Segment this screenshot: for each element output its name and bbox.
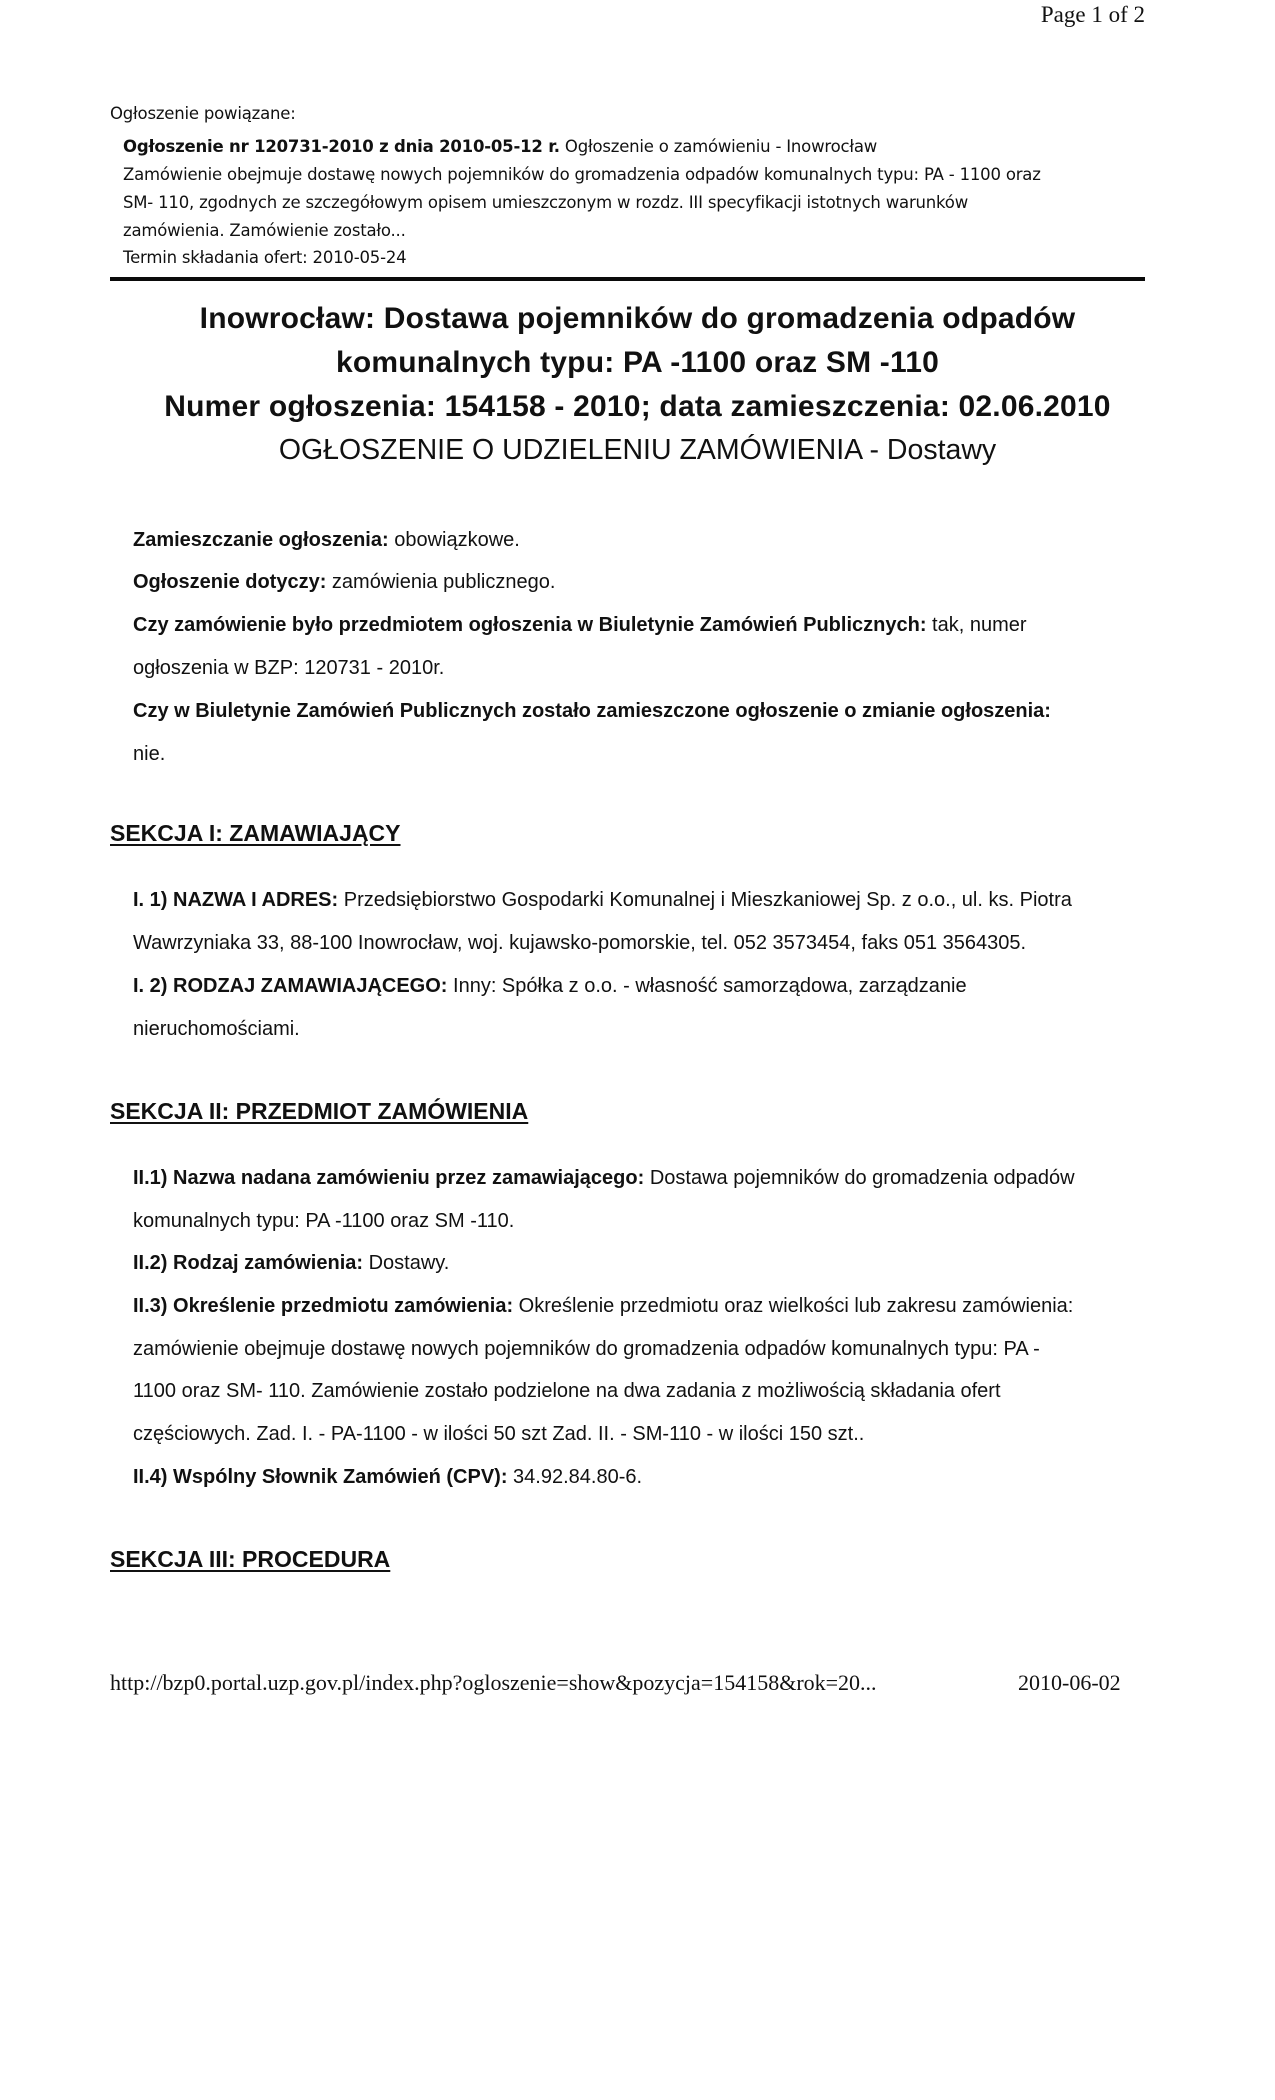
related-desc-line: zamówienia. Zamówienie zostało...: [123, 221, 406, 240]
notice-title-line2: komunalnych typu: PA -1100 oraz SM -110: [336, 346, 939, 379]
field-value: nieruchomościami.: [133, 1018, 300, 1040]
related-label: Ogłoszenie powiązane:: [110, 104, 296, 123]
field-label: Czy w Biuletynie Zamówień Publicznych zostało zamieszczone ogłoszenie o zmianie ogłoszenia:: [133, 700, 1051, 722]
field-value: 34.92.84.80-6.: [507, 1466, 643, 1488]
field-label: Czy zamówienie było przedmiotem ogłoszenia w Biuletynie Zamówień Publicznych:: [133, 614, 927, 636]
field-label: I. 2) RODZAJ ZAMAWIAJĄCEGO:: [133, 975, 448, 997]
field-contracting-type: [133, 975, 967, 998]
related-notice-number: Ogłoszenie nr 120731-2010 z dnia 2010-05-12 r.: [123, 137, 560, 156]
field-value: nie.: [133, 743, 166, 765]
field-contract-name: [133, 1167, 1075, 1190]
field-cpv: [133, 1466, 642, 1489]
horizontal-rule: [110, 277, 1145, 281]
field-label: Zamieszczanie ogłoszenia:: [133, 529, 389, 551]
section-heading: SEKCJA I: ZAMAWIAJĄCY: [110, 820, 401, 846]
related-desc-line: Zamówienie obejmuje dostawę nowych pojemników do gromadzenia odpadów komunalnych typu: PA - 1100 oraz: [123, 165, 1041, 184]
field-bzp: [133, 614, 1027, 637]
field-value: tak, numer: [926, 614, 1027, 636]
section-heading: SEKCJA III: PROCEDURA: [110, 1546, 391, 1572]
field-value: częściowych. Zad. I. - PA-1100 - w ilości 50 szt Zad. II. - SM-110 - w ilości 150 szt..: [133, 1423, 865, 1445]
related-deadline: Termin składania ofert: 2010-05-24: [123, 248, 407, 267]
field-name-address: [133, 889, 1072, 912]
field-value: zamówienie obejmuje dostawę nowych pojemników do gromadzenia odpadów komunalnych typu: PA -: [133, 1338, 1040, 1360]
field-contract-type: [133, 1252, 449, 1275]
field-label: II.4) Wspólny Słownik Zamówień (CPV):: [133, 1466, 508, 1488]
field-label: II.2) Rodzaj zamówienia:: [133, 1252, 364, 1274]
related-desc-line: SM- 110, zgodnych ze szczegółowym opisem umieszczonym w rozdz. III specyfikacji istotnych warunków: [123, 193, 968, 212]
field-contract-subject: [133, 1295, 1073, 1318]
field-label: I. 1) NAZWA I ADRES:: [133, 889, 339, 911]
section-heading: SEKCJA II: PRZEDMIOT ZAMÓWIENIA: [110, 1098, 529, 1124]
related-notice-type: Ogłoszenie o zamówieniu - Inowrocław: [559, 137, 878, 156]
field-value: Wawrzyniaka 33, 88-100 Inowrocław, woj. kujawsko-pomorskie, tel. 052 3573454, faks 051 3564305.: [133, 932, 1027, 954]
field-value: 1100 oraz SM- 110. Zamówienie zostało podzielone na dwa zadania z możliwością składania ofert: [133, 1380, 1001, 1402]
field-value: Inny: Spółka z o.o. - własność samorządowa, zarządzanie: [447, 975, 967, 997]
source-url[interactable]: http://bzp0.portal.uzp.gov.pl/index.php?ogloszenie=show&pozycja=154158&rok=20...: [110, 1670, 877, 1695]
notice-number-date: Numer ogłoszenia: 154158 - 2010; data zamieszczenia: 02.06.2010: [164, 390, 1111, 423]
field-value: Dostawa pojemników do gromadzenia odpadów: [644, 1167, 1075, 1189]
field-value: zamówienia publicznego.: [326, 571, 556, 593]
notice-type: OGŁOSZENIE O UDZIELENIU ZAMÓWIENIA - Dostawy: [278, 434, 997, 466]
related-notice-title[interactable]: [123, 137, 877, 156]
field-label: II.1) Nazwa nadana zamówieniu przez zamawiającego:: [133, 1167, 645, 1189]
field-value: Dostawy.: [363, 1252, 450, 1274]
print-date: 2010-06-02: [1018, 1670, 1121, 1695]
field-label: Ogłoszenie dotyczy:: [133, 571, 327, 593]
field-concerns: [133, 571, 555, 594]
field-value: ogłoszenia w BZP: 120731 - 2010r.: [133, 657, 445, 679]
field-value: komunalnych typu: PA -1100 oraz SM -110.: [133, 1210, 515, 1232]
field-value: Przedsiębiorstwo Gospodarki Komunalnej i Mieszkaniowej Sp. z o.o., ul. ks. Piotra: [338, 889, 1072, 911]
field-change: [133, 700, 1051, 723]
field-placement: [133, 529, 520, 552]
notice-title-line1: Inowrocław: Dostawa pojemników do gromadzenia odpadów: [199, 302, 1076, 335]
field-label: II.3) Określenie przedmiotu zamówienia:: [133, 1295, 514, 1317]
field-value: Określenie przedmiotu oraz wielkości lub zakresu zamówienia:: [513, 1295, 1074, 1317]
page-indicator: Page 1 of 2: [1040, 2, 1145, 27]
field-value: obowiązkowe.: [388, 529, 520, 551]
